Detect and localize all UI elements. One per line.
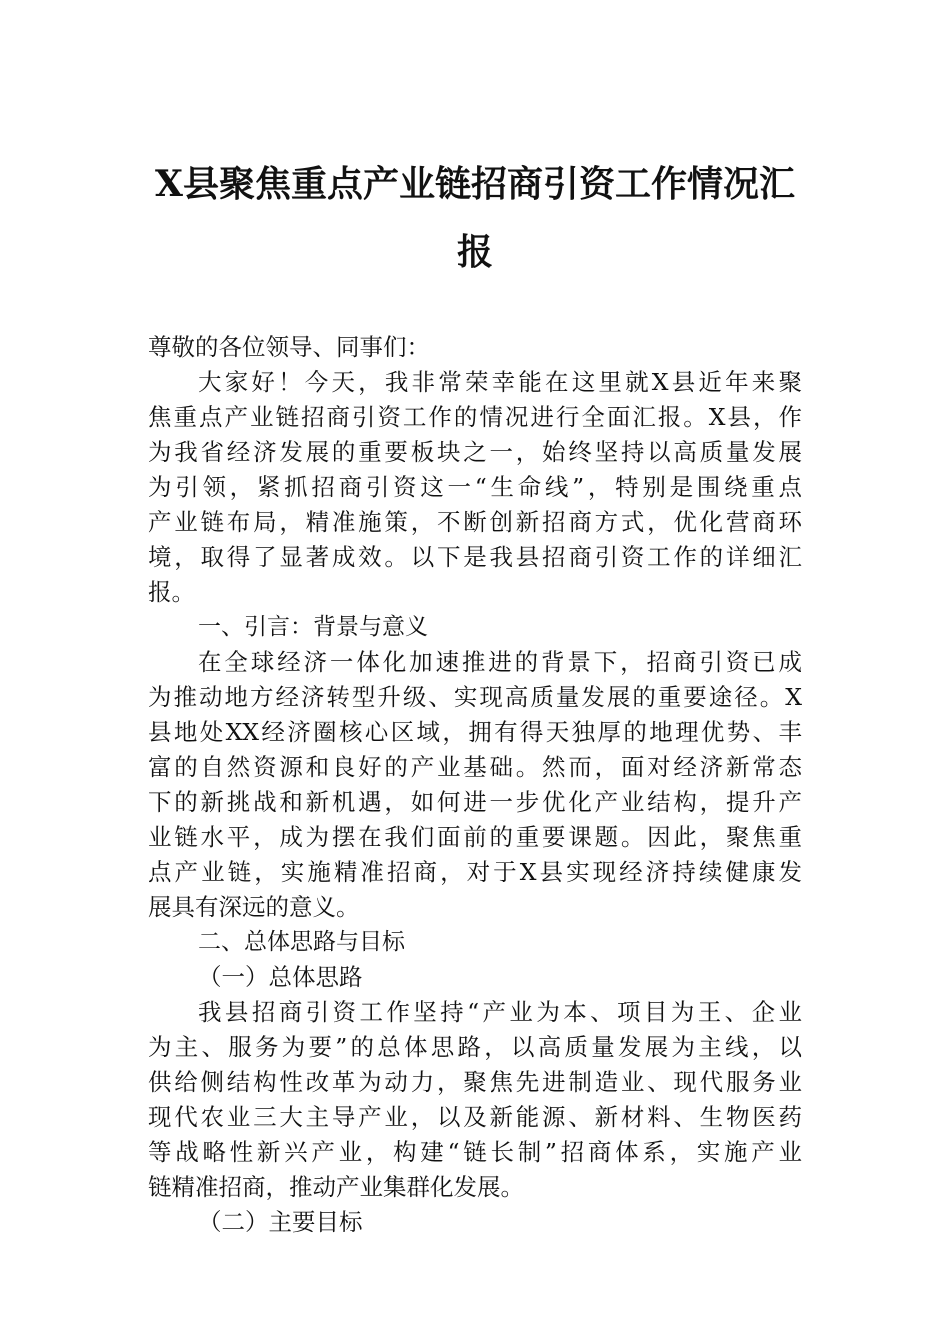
section-1-line: 富的自然资源和良好的产业基础。然而，面对经济新常态 bbox=[148, 753, 802, 781]
section-2-1-line: 现代农业三大主导产业，以及新能源、新材料、生物医药 bbox=[148, 1103, 802, 1131]
intro-line: 境，取得了显著成效。以下是我县招商引资工作的详细汇 bbox=[148, 543, 802, 571]
document-title-line-2: 报 bbox=[456, 231, 493, 273]
salutation: 尊敬的各位领导、同事们： bbox=[148, 333, 430, 361]
section-1-line: 展具有深远的意义。 bbox=[148, 893, 360, 921]
section-1-heading: 一、引言：背景与意义 bbox=[198, 614, 428, 640]
section-2-1-line: 供给侧结构性改革为动力，聚焦先进制造业、现代服务业 bbox=[148, 1068, 802, 1096]
document-body bbox=[148, 330, 802, 1240]
section-1-line: 点产业链，实施精准招商，对于X县实现经济持续健康发 bbox=[148, 858, 802, 886]
section-1-line: 为推动地方经济转型升级、实现高质量发展的重要途径。X bbox=[148, 683, 802, 711]
intro-line: 为我省经济发展的重要板块之一，始终坚持以高质量发展 bbox=[148, 438, 802, 466]
intro-line: 大家好！今天，我非常荣幸能在这里就X县近年来聚 bbox=[198, 368, 802, 396]
intro-line: 产业链布局，精准施策，不断创新招商方式，优化营商环 bbox=[148, 508, 802, 536]
section-2-heading: 二、总体思路与目标 bbox=[198, 929, 405, 955]
section-1-line: 在全球经济一体化加速推进的背景下，招商引资已成 bbox=[198, 648, 802, 676]
section-2-1-line: 链精准招商，推动产业集群化发展。 bbox=[148, 1173, 524, 1201]
section-2-subheading-2: （二）主要目标 bbox=[198, 1208, 363, 1236]
section-1-line: 县地处XX经济圈核心区域，拥有得天独厚的地理优势、丰 bbox=[148, 718, 802, 746]
intro-line: 焦重点产业链招商引资工作的情况进行全面汇报。X县，作 bbox=[148, 403, 802, 431]
section-2-1-line: 等战略性新兴产业，构建“链长制”招商体系，实施产业 bbox=[148, 1138, 802, 1166]
section-1-line: 业链水平，成为摆在我们面前的重要课题。因此，聚焦重 bbox=[148, 823, 802, 851]
intro-line: 报。 bbox=[148, 578, 195, 606]
section-2-1-line: 我县招商引资工作坚持“产业为本、项目为王、企业 bbox=[198, 998, 802, 1026]
section-2-subheading-1: （一）总体思路 bbox=[198, 963, 363, 991]
section-1-line: 下的新挑战和新机遇，如何进一步优化产业结构，提升产 bbox=[148, 788, 802, 816]
intro-line: 为引领，紧抓招商引资这一“生命线”，特别是围绕重点 bbox=[148, 473, 802, 501]
section-2-1-line: 为主、服务为要”的总体思路，以高质量发展为主线，以 bbox=[148, 1033, 802, 1061]
document-title-line-1: X县聚焦重点产业链招商引资工作情况汇 bbox=[155, 163, 795, 205]
